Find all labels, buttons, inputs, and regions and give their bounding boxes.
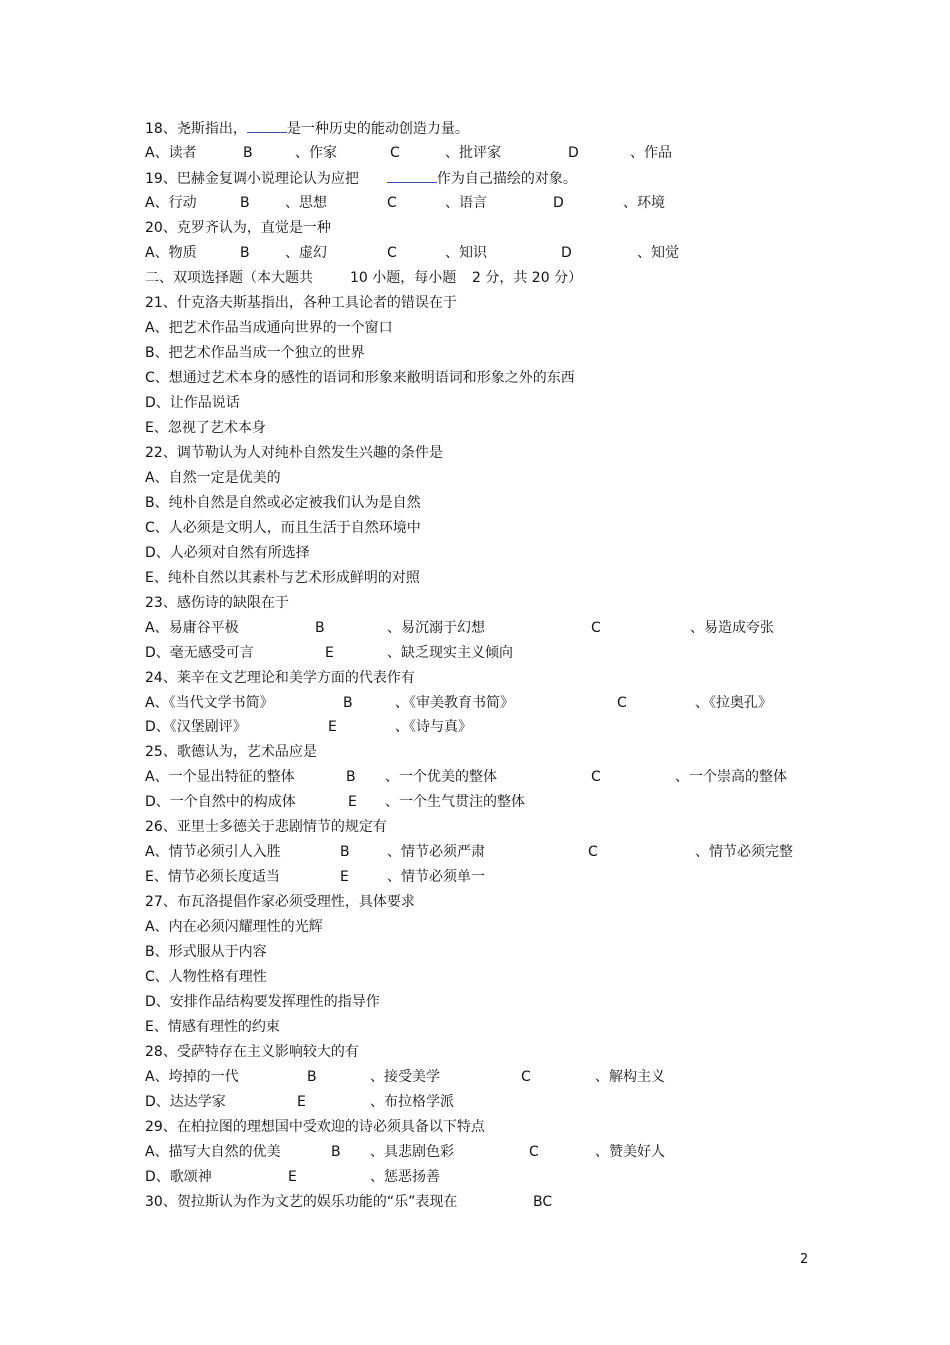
option-b: 、具悲剧色彩 xyxy=(370,1144,454,1160)
option-e-letter: E xyxy=(348,794,357,810)
question-text: 18、尧斯指出， xyxy=(145,121,247,137)
option-e-letter: E xyxy=(288,1169,297,1185)
page-number: 2 xyxy=(800,1252,809,1267)
question-29: 29、在柏拉图的理想国中受欢迎的诗必须具备以下特点 xyxy=(145,1119,485,1135)
option-c: 、一个崇高的整体 xyxy=(675,769,787,785)
question-18 xyxy=(145,118,469,139)
option-b-letter: B xyxy=(240,195,250,211)
question-text: 30、贺拉斯认为作为文艺的娱乐功能的“乐”表现在 xyxy=(145,1194,458,1210)
question-21: 21、什克洛夫斯基指出，各种工具论者的错误在于 xyxy=(145,295,457,311)
option-c-letter: C xyxy=(387,245,397,261)
option-b: 、作家 xyxy=(295,145,337,161)
option-b-letter: B xyxy=(340,844,350,860)
question-24: 24、莱辛在文艺理论和美学方面的代表作有 xyxy=(145,670,415,686)
option-e: E、忽视了艺术本身 xyxy=(145,420,266,436)
option-b-letter: B xyxy=(343,695,353,711)
option-b: 、《审美教育书简》 xyxy=(395,695,514,711)
option-b: 、虚幻 xyxy=(285,245,327,261)
question-20: 20、克罗齐认为，直觉是一种 xyxy=(145,220,331,236)
option-c: C、人物性格有理性 xyxy=(145,969,267,985)
option-a: A、物质 xyxy=(145,245,197,261)
option-a: A、读者 xyxy=(145,145,197,161)
option-c: 、知识 xyxy=(445,245,487,261)
option-c-letter: C xyxy=(591,769,601,785)
option-a: A、描写大自然的优美 xyxy=(145,1144,281,1160)
option-d-letter: D xyxy=(553,195,564,211)
option-c-letter: C xyxy=(390,145,400,161)
option-c-letter: C xyxy=(617,695,627,711)
option-e-letter: E xyxy=(328,719,337,735)
option-b: 、接受美学 xyxy=(370,1069,440,1085)
option-d: D、歌颂神 xyxy=(145,1169,212,1185)
question-26: 26、亚里士多德关于悲剧情节的规定有 xyxy=(145,819,387,835)
option-b: 、思想 xyxy=(285,195,327,211)
option-e: E、纯朴自然以其素朴与艺术形成鲜明的对照 xyxy=(145,570,420,586)
option-e-text: 、情节必须单一 xyxy=(387,869,485,885)
question-19 xyxy=(145,168,577,189)
option-d-letter: D xyxy=(561,245,572,261)
option-e-letter: E xyxy=(325,645,334,661)
option-e: 、《诗与真》 xyxy=(395,719,472,735)
option-b: 、易沉溺于幻想 xyxy=(387,620,485,636)
option-b: 、情节必须严肃 xyxy=(387,844,485,860)
option-c-letter: C xyxy=(387,195,397,211)
option-d: 、环境 xyxy=(623,195,665,211)
option-d: D、安排作品结构要发挥理性的指导作 xyxy=(145,994,380,1010)
option-b: B、把艺术作品当成一个独立的世界 xyxy=(145,345,365,361)
option-c: 、批评家 xyxy=(445,145,501,161)
option-c-letter: C xyxy=(591,620,601,636)
option-b-letter: B xyxy=(331,1144,341,1160)
question-text: 19、巴赫金复调小说理论认为应把 xyxy=(145,171,359,187)
option-e: 、惩恶扬善 xyxy=(370,1169,440,1185)
option-e-letter: E xyxy=(340,869,349,885)
question-22: 22、调节勒认为人对纯朴自然发生兴趣的条件是 xyxy=(145,445,443,461)
option-c-letter: C xyxy=(588,844,598,860)
option-b-letter: B xyxy=(346,769,356,785)
answer-text: BC xyxy=(533,1194,553,1210)
question-28: 28、受萨特存在主义影响较大的有 xyxy=(145,1044,359,1060)
option-c: 、语言 xyxy=(445,195,487,211)
option-d: D、让作品说话 xyxy=(145,395,240,411)
option-a: A、情节必须引人入胜 xyxy=(145,844,281,860)
option-a: A、内在必须闪耀理性的光辉 xyxy=(145,919,323,935)
option-c-letter: C xyxy=(521,1069,531,1085)
option-a: A、自然一定是优美的 xyxy=(145,470,281,486)
section-heading-part: 10 小题，每小题 xyxy=(350,270,457,286)
option-d: 、知觉 xyxy=(637,245,679,261)
option-c: 、情节必须完整 xyxy=(695,844,793,860)
answer-blank xyxy=(387,168,437,183)
option-a: A、易庸谷平极 xyxy=(145,620,239,636)
option-a: A、一个显出特征的整体 xyxy=(145,769,295,785)
option-a: A、把艺术作品当成通向世界的一个窗口 xyxy=(145,320,393,336)
option-d-letter: D xyxy=(568,145,579,161)
option-c: 、《拉奥孔》 xyxy=(695,695,772,711)
option-b-letter: B xyxy=(307,1069,317,1085)
option-d: 、作品 xyxy=(630,145,672,161)
option-b-letter: B xyxy=(243,145,253,161)
option-e: 、缺乏现实主义倾向 xyxy=(387,645,513,661)
section-heading-part: 2 分，共 20 分） xyxy=(472,270,583,286)
option-d: D、人必须对自然有所选择 xyxy=(145,545,310,561)
option-b-letter: B xyxy=(240,245,250,261)
option-c: C、人必须是文明人，而且生活于自然环境中 xyxy=(145,520,421,536)
option-b: 、一个优美的整体 xyxy=(385,769,497,785)
option-d: D、达达学家 xyxy=(145,1094,226,1110)
option-a: A、《当代文学书简》 xyxy=(145,695,274,711)
option-d: D、一个自然中的构成体 xyxy=(145,794,296,810)
option-c: 、赞美好人 xyxy=(595,1144,665,1160)
question-text: 是一种历史的能动创造力量。 xyxy=(286,121,469,137)
question-25: 25、歌德认为，艺术品应是 xyxy=(145,744,317,760)
question-27: 27、布瓦洛提倡作家必须受理性，具体要求 xyxy=(145,894,415,910)
option-b-letter: B xyxy=(315,620,325,636)
option-e-letter: E xyxy=(297,1094,306,1110)
option-c-letter: C xyxy=(529,1144,539,1160)
option-e: 、布拉格学派 xyxy=(370,1094,454,1110)
question-23: 23、感伤诗的缺限在于 xyxy=(145,595,289,611)
option-d: D、《汉堡剧评》 xyxy=(145,719,247,735)
question-text: 作为自己描绘的对象。 xyxy=(436,171,577,187)
option-a: A、垮掉的一代 xyxy=(145,1069,239,1085)
option-b: B、纯朴自然是自然或必定被我们认为是自然 xyxy=(145,495,421,511)
option-c: 、解构主义 xyxy=(595,1069,665,1085)
section-heading-part: 二、双项选择题（本大题共 xyxy=(145,270,313,286)
option-c: C、想通过艺术本身的感性的语词和形象来敝明语词和形象之外的东西 xyxy=(145,370,575,386)
option-e: E、情节必须长度适当 xyxy=(145,869,280,885)
option-d: D、毫无感受可言 xyxy=(145,645,254,661)
option-e: 、一个生气贯注的整体 xyxy=(385,794,525,810)
option-a: A、行动 xyxy=(145,195,197,211)
answer-blank xyxy=(247,118,287,133)
option-e: E、情感有理性的约束 xyxy=(145,1019,280,1035)
option-b: B、形式服从于内容 xyxy=(145,944,267,960)
option-c: 、易造成夸张 xyxy=(690,620,774,636)
